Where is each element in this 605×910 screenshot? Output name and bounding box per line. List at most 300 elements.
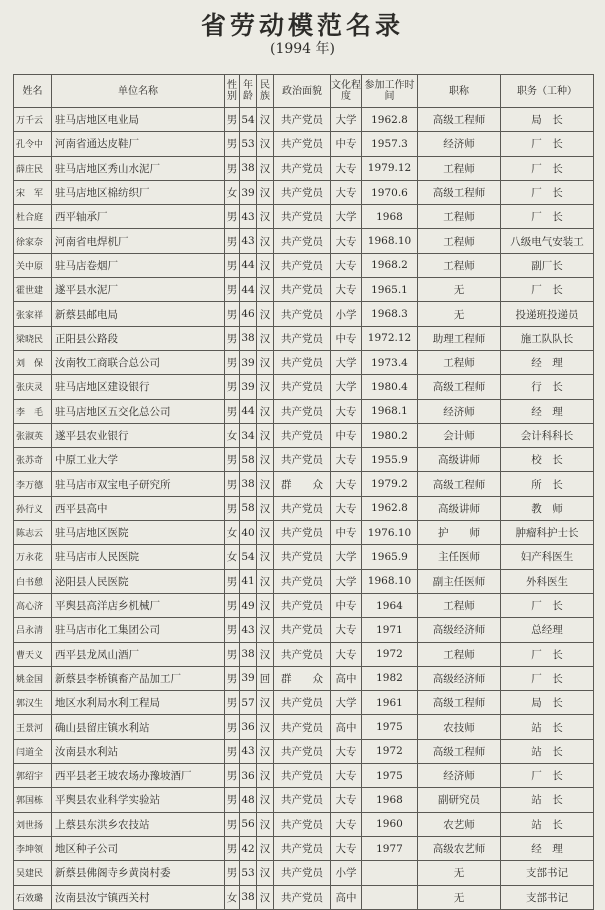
cell-work-start: 1968.2	[362, 253, 418, 277]
cell-sex: 男	[225, 861, 240, 885]
cell-unit: 驻马店地区电业局	[52, 108, 225, 132]
cell-age: 53	[240, 132, 257, 156]
cell-ethnicity: 汉	[257, 739, 274, 763]
cell-age: 39	[240, 375, 257, 399]
cell-name: 孔令中	[14, 132, 52, 156]
cell-position: 总经理	[501, 618, 594, 642]
cell-age: 39	[240, 180, 257, 204]
cell-age: 54	[240, 108, 257, 132]
cell-name: 薛庄民	[14, 156, 52, 180]
cell-work-start: 1968.10	[362, 229, 418, 253]
cell-work-start: 1968.10	[362, 569, 418, 593]
cell-politics: 共产党员	[274, 739, 331, 763]
table-row	[14, 326, 594, 350]
cell-work-start: 1976.10	[362, 521, 418, 545]
table-row	[14, 278, 594, 302]
cell-work-start: 1968.3	[362, 302, 418, 326]
cell-ethnicity: 汉	[257, 593, 274, 617]
cell-education: 大学	[331, 691, 362, 715]
cell-politics: 共产党员	[274, 205, 331, 229]
cell-unit: 平舆县农业科学实验站	[52, 788, 225, 812]
cell-sex: 男	[225, 448, 240, 472]
cell-title-rank: 助理工程师	[418, 326, 501, 350]
cell-title-rank: 高级农艺师	[418, 836, 501, 860]
cell-ethnicity: 汉	[257, 108, 274, 132]
cell-politics: 共产党员	[274, 375, 331, 399]
cell-education: 大专	[331, 812, 362, 836]
cell-politics: 共产党员	[274, 812, 331, 836]
cell-ethnicity: 汉	[257, 278, 274, 302]
table-row	[14, 180, 594, 204]
cell-politics: 共产党员	[274, 861, 331, 885]
cell-name: 刘 保	[14, 350, 52, 374]
cell-unit: 泌阳县人民医院	[52, 569, 225, 593]
cell-unit: 上蔡县东洪乡农技站	[52, 812, 225, 836]
cell-name: 白书憩	[14, 569, 52, 593]
cell-age: 36	[240, 715, 257, 739]
cell-unit: 河南省电焊机厂	[52, 229, 225, 253]
cell-ethnicity: 汉	[257, 472, 274, 496]
cell-name: 王景河	[14, 715, 52, 739]
cell-title-rank: 农技师	[418, 715, 501, 739]
cell-ethnicity: 汉	[257, 132, 274, 156]
table-row	[14, 521, 594, 545]
cell-work-start: 1960	[362, 812, 418, 836]
table-row	[14, 423, 594, 447]
cell-politics: 共产党员	[274, 278, 331, 302]
cell-education: 中专	[331, 593, 362, 617]
cell-politics: 共产党员	[274, 496, 331, 520]
cell-politics: 共产党员	[274, 156, 331, 180]
cell-ethnicity: 汉	[257, 569, 274, 593]
cell-politics: 共产党员	[274, 545, 331, 569]
cell-title-rank: 经济师	[418, 764, 501, 788]
cell-education: 大学	[331, 545, 362, 569]
cell-age: 44	[240, 399, 257, 423]
table-row	[14, 618, 594, 642]
cell-title-rank: 农艺师	[418, 812, 501, 836]
table-row	[14, 666, 594, 690]
cell-sex: 女	[225, 885, 240, 909]
cell-sex: 男	[225, 156, 240, 180]
cell-name: 吴建民	[14, 861, 52, 885]
cell-position: 厂 长	[501, 180, 594, 204]
cell-work-start	[362, 861, 418, 885]
cell-age: 46	[240, 302, 257, 326]
cell-name: 霍世建	[14, 278, 52, 302]
cell-title-rank: 无	[418, 861, 501, 885]
cell-title-rank: 护 师	[418, 521, 501, 545]
cell-education: 大学	[331, 350, 362, 374]
cell-ethnicity: 汉	[257, 618, 274, 642]
header-age: 年龄	[240, 75, 257, 108]
cell-title-rank: 高级工程师	[418, 691, 501, 715]
cell-title-rank: 经济师	[418, 399, 501, 423]
cell-sex: 女	[225, 423, 240, 447]
cell-unit: 西平县高中	[52, 496, 225, 520]
cell-work-start: 1975	[362, 715, 418, 739]
cell-ethnicity: 汉	[257, 715, 274, 739]
header-position: 职务（工种）	[501, 75, 594, 108]
cell-age: 40	[240, 521, 257, 545]
header-education: 文化程度	[331, 75, 362, 108]
table-row	[14, 253, 594, 277]
cell-name: 曹天义	[14, 642, 52, 666]
cell-name: 闫道全	[14, 739, 52, 763]
cell-age: 39	[240, 666, 257, 690]
cell-ethnicity: 汉	[257, 448, 274, 472]
header-sex: 性别	[225, 75, 240, 108]
cell-work-start: 1965.1	[362, 278, 418, 302]
cell-sex: 男	[225, 326, 240, 350]
cell-work-start: 1972	[362, 642, 418, 666]
cell-age: 36	[240, 764, 257, 788]
cell-sex: 男	[225, 229, 240, 253]
cell-name: 陈志云	[14, 521, 52, 545]
cell-education: 大专	[331, 642, 362, 666]
cell-education: 大专	[331, 739, 362, 763]
cell-education: 大专	[331, 278, 362, 302]
cell-age: 41	[240, 569, 257, 593]
cell-title-rank: 高级讲师	[418, 448, 501, 472]
cell-unit: 遂平县水泥厂	[52, 278, 225, 302]
cell-ethnicity: 汉	[257, 788, 274, 812]
cell-work-start: 1980.2	[362, 423, 418, 447]
cell-ethnicity: 汉	[257, 326, 274, 350]
cell-politics: 共产党员	[274, 836, 331, 860]
cell-age: 57	[240, 691, 257, 715]
cell-sex: 男	[225, 375, 240, 399]
cell-age: 42	[240, 836, 257, 860]
table-row	[14, 156, 594, 180]
cell-age: 49	[240, 593, 257, 617]
cell-title-rank: 无	[418, 278, 501, 302]
cell-ethnicity: 汉	[257, 253, 274, 277]
cell-politics: 共产党员	[274, 764, 331, 788]
cell-title-rank: 经济师	[418, 132, 501, 156]
cell-name: 万千云	[14, 108, 52, 132]
cell-name: 关中原	[14, 253, 52, 277]
cell-name: 张庆灵	[14, 375, 52, 399]
cell-age: 39	[240, 350, 257, 374]
table-header-row	[14, 75, 594, 108]
cell-unit: 汝南县汝宁镇西关村	[52, 885, 225, 909]
cell-work-start: 1972	[362, 739, 418, 763]
cell-education: 小学	[331, 861, 362, 885]
header-name: 姓名	[14, 75, 52, 108]
cell-ethnicity: 汉	[257, 375, 274, 399]
cell-position: 教 师	[501, 496, 594, 520]
header-unit: 单位名称	[52, 75, 225, 108]
cell-title-rank: 高级经济师	[418, 666, 501, 690]
cell-politics: 共产党员	[274, 788, 331, 812]
cell-sex: 男	[225, 132, 240, 156]
cell-work-start: 1982	[362, 666, 418, 690]
cell-title-rank: 无	[418, 885, 501, 909]
cell-age: 44	[240, 278, 257, 302]
cell-title-rank: 工程师	[418, 350, 501, 374]
cell-unit: 西平县龙凤山酒厂	[52, 642, 225, 666]
cell-sex: 男	[225, 836, 240, 860]
page-title: 省劳动模范名录	[200, 11, 404, 40]
cell-unit: 西平轴承厂	[52, 205, 225, 229]
cell-position: 站 长	[501, 715, 594, 739]
cell-name: 吕永清	[14, 618, 52, 642]
cell-title-rank: 无	[418, 302, 501, 326]
cell-name: 郭国栋	[14, 788, 52, 812]
cell-title-rank: 工程师	[418, 229, 501, 253]
cell-sex: 女	[225, 180, 240, 204]
cell-education: 大专	[331, 156, 362, 180]
cell-work-start: 1975	[362, 764, 418, 788]
table-row	[14, 399, 594, 423]
cell-unit: 新蔡县李桥镇畜产品加工厂	[52, 666, 225, 690]
cell-ethnicity: 汉	[257, 399, 274, 423]
table-row	[14, 861, 594, 885]
cell-ethnicity: 汉	[257, 836, 274, 860]
cell-name: 李万德	[14, 472, 52, 496]
cell-education: 大学	[331, 108, 362, 132]
cell-ethnicity: 汉	[257, 180, 274, 204]
cell-sex: 男	[225, 472, 240, 496]
cell-politics: 共产党员	[274, 180, 331, 204]
cell-age: 58	[240, 448, 257, 472]
cell-name: 孙行义	[14, 496, 52, 520]
cell-education: 中专	[331, 423, 362, 447]
cell-age: 38	[240, 472, 257, 496]
cell-name: 张淑英	[14, 423, 52, 447]
cell-sex: 男	[225, 642, 240, 666]
header-ethnicity: 民族	[257, 75, 274, 108]
cell-unit: 驻马店市双宝电子研究所	[52, 472, 225, 496]
cell-sex: 男	[225, 812, 240, 836]
table-body	[14, 108, 594, 910]
cell-position: 厂 长	[501, 132, 594, 156]
cell-politics: 共产党员	[274, 521, 331, 545]
cell-work-start: 1968.1	[362, 399, 418, 423]
cell-ethnicity: 汉	[257, 812, 274, 836]
cell-work-start: 1964	[362, 593, 418, 617]
cell-position: 厂 长	[501, 666, 594, 690]
cell-unit: 平舆县高洋店乡机械厂	[52, 593, 225, 617]
page-subtitle: (1994 年)	[269, 41, 335, 57]
cell-age: 44	[240, 253, 257, 277]
cell-ethnicity: 汉	[257, 521, 274, 545]
cell-education: 大专	[331, 618, 362, 642]
cell-education: 大专	[331, 399, 362, 423]
table-row	[14, 205, 594, 229]
cell-politics: 共产党员	[274, 715, 331, 739]
cell-education: 大学	[331, 569, 362, 593]
table-row	[14, 302, 594, 326]
cell-position: 经 理	[501, 836, 594, 860]
cell-sex: 女	[225, 521, 240, 545]
cell-sex: 男	[225, 739, 240, 763]
cell-position: 副厂长	[501, 253, 594, 277]
cell-unit: 驻马店地区秀山水泥厂	[52, 156, 225, 180]
cell-ethnicity: 汉	[257, 496, 274, 520]
cell-unit: 新蔡县邮电局	[52, 302, 225, 326]
cell-education: 大专	[331, 836, 362, 860]
cell-education: 大专	[331, 253, 362, 277]
cell-education: 高中	[331, 666, 362, 690]
cell-ethnicity: 汉	[257, 229, 274, 253]
cell-age: 43	[240, 739, 257, 763]
cell-position: 厂 长	[501, 278, 594, 302]
cell-position: 厂 长	[501, 156, 594, 180]
cell-work-start: 1979.12	[362, 156, 418, 180]
cell-politics: 共产党员	[274, 302, 331, 326]
cell-unit: 河南省通达皮鞋厂	[52, 132, 225, 156]
cell-unit: 确山县留庄镇水利站	[52, 715, 225, 739]
table-row	[14, 350, 594, 374]
cell-age: 43	[240, 205, 257, 229]
cell-title-rank: 高级经济师	[418, 618, 501, 642]
cell-title-rank: 工程师	[418, 593, 501, 617]
cell-title-rank: 工程师	[418, 642, 501, 666]
cell-politics: 共产党员	[274, 423, 331, 447]
cell-politics: 共产党员	[274, 350, 331, 374]
cell-age: 38	[240, 642, 257, 666]
cell-education: 大专	[331, 788, 362, 812]
cell-sex: 男	[225, 691, 240, 715]
cell-education: 中专	[331, 132, 362, 156]
cell-sex: 男	[225, 302, 240, 326]
cell-position: 所 长	[501, 472, 594, 496]
cell-title-rank: 会计师	[418, 423, 501, 447]
cell-position: 外科医生	[501, 569, 594, 593]
cell-politics: 共产党员	[274, 618, 331, 642]
cell-work-start: 1972.12	[362, 326, 418, 350]
table-row	[14, 448, 594, 472]
cell-ethnicity: 汉	[257, 545, 274, 569]
cell-sex: 女	[225, 545, 240, 569]
cell-title-rank: 高级工程师	[418, 472, 501, 496]
cell-position: 厂 长	[501, 205, 594, 229]
cell-politics: 共产党员	[274, 326, 331, 350]
cell-unit: 驻马店地区医院	[52, 521, 225, 545]
labor-model-table	[13, 74, 594, 910]
cell-ethnicity: 汉	[257, 885, 274, 909]
cell-title-rank: 主任医师	[418, 545, 501, 569]
cell-sex: 男	[225, 618, 240, 642]
cell-work-start: 1961	[362, 691, 418, 715]
cell-work-start: 1970.6	[362, 180, 418, 204]
cell-education: 大专	[331, 229, 362, 253]
cell-politics: 共产党员	[274, 229, 331, 253]
cell-politics: 群 众	[274, 472, 331, 496]
cell-unit: 驻马店地区棉纺织厂	[52, 180, 225, 204]
cell-position: 行 长	[501, 375, 594, 399]
table-row	[14, 496, 594, 520]
cell-name: 徐家奈	[14, 229, 52, 253]
table-row	[14, 545, 594, 569]
cell-age: 54	[240, 545, 257, 569]
cell-education: 中专	[331, 521, 362, 545]
cell-unit: 地区种子公司	[52, 836, 225, 860]
header-title-rank: 职称	[418, 75, 501, 108]
cell-unit: 中原工业大学	[52, 448, 225, 472]
cell-work-start: 1962.8	[362, 496, 418, 520]
cell-age: 38	[240, 326, 257, 350]
cell-sex: 男	[225, 569, 240, 593]
cell-education: 大学	[331, 375, 362, 399]
cell-name: 李 毛	[14, 399, 52, 423]
cell-name: 宋 军	[14, 180, 52, 204]
cell-age: 56	[240, 812, 257, 836]
cell-politics: 共产党员	[274, 253, 331, 277]
cell-politics: 共产党员	[274, 399, 331, 423]
cell-name: 郭汉生	[14, 691, 52, 715]
cell-position: 站 长	[501, 812, 594, 836]
cell-sex: 男	[225, 108, 240, 132]
table-row	[14, 715, 594, 739]
cell-education: 小学	[331, 302, 362, 326]
cell-name: 杜合庭	[14, 205, 52, 229]
cell-work-start: 1971	[362, 618, 418, 642]
cell-name: 石效璐	[14, 885, 52, 909]
cell-age: 58	[240, 496, 257, 520]
table-row	[14, 836, 594, 860]
cell-ethnicity: 汉	[257, 205, 274, 229]
header-politics: 政治面貌	[274, 75, 331, 108]
cell-work-start: 1968	[362, 205, 418, 229]
cell-politics: 共产党员	[274, 132, 331, 156]
cell-politics: 共产党员	[274, 691, 331, 715]
cell-position: 投递班投递员	[501, 302, 594, 326]
cell-education: 大专	[331, 180, 362, 204]
cell-ethnicity: 汉	[257, 350, 274, 374]
table-row	[14, 691, 594, 715]
cell-politics: 共产党员	[274, 642, 331, 666]
cell-sex: 男	[225, 205, 240, 229]
cell-age: 43	[240, 618, 257, 642]
cell-title-rank: 副主任医师	[418, 569, 501, 593]
cell-title-rank: 工程师	[418, 205, 501, 229]
cell-sex: 男	[225, 278, 240, 302]
cell-sex: 男	[225, 764, 240, 788]
cell-ethnicity: 回	[257, 666, 274, 690]
cell-sex: 男	[225, 666, 240, 690]
table-row	[14, 472, 594, 496]
cell-education: 中专	[331, 326, 362, 350]
table-row	[14, 739, 594, 763]
cell-name: 高心济	[14, 593, 52, 617]
cell-ethnicity: 汉	[257, 642, 274, 666]
cell-position: 妇产科医生	[501, 545, 594, 569]
cell-work-start: 1965.9	[362, 545, 418, 569]
cell-work-start: 1980.4	[362, 375, 418, 399]
cell-politics: 群 众	[274, 666, 331, 690]
cell-work-start: 1977	[362, 836, 418, 860]
cell-position: 经 理	[501, 399, 594, 423]
cell-position: 支部书记	[501, 885, 594, 909]
cell-unit: 正阳县公路段	[52, 326, 225, 350]
cell-name: 刘世扬	[14, 812, 52, 836]
cell-education: 大专	[331, 472, 362, 496]
cell-ethnicity: 汉	[257, 156, 274, 180]
table-row	[14, 764, 594, 788]
cell-work-start: 1962.8	[362, 108, 418, 132]
cell-age: 43	[240, 229, 257, 253]
table-row	[14, 885, 594, 909]
cell-name: 郭绍宇	[14, 764, 52, 788]
cell-unit: 驻马店卷烟厂	[52, 253, 225, 277]
cell-name: 姚金国	[14, 666, 52, 690]
cell-age: 38	[240, 885, 257, 909]
cell-ethnicity: 汉	[257, 861, 274, 885]
cell-name: 梁晓民	[14, 326, 52, 350]
